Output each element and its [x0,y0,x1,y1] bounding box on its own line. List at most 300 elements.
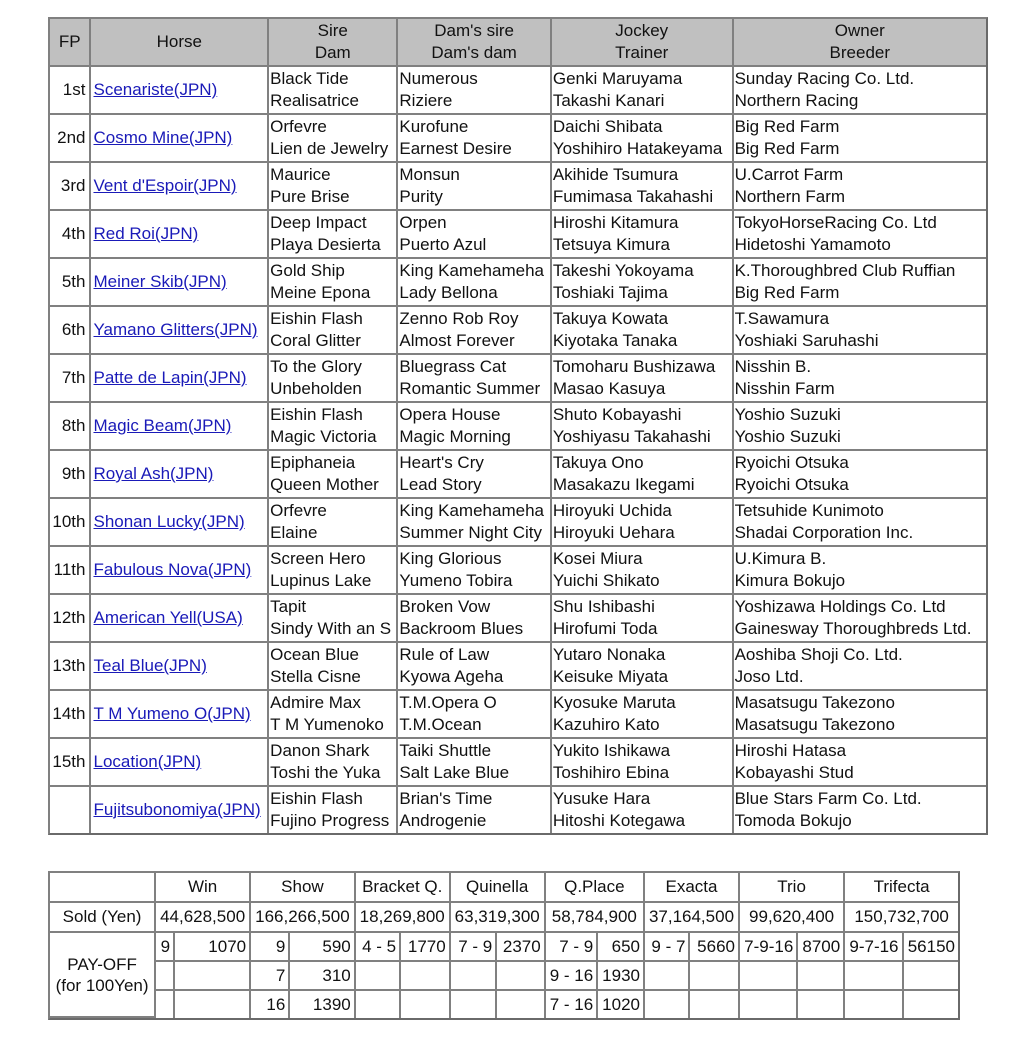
sold-label: Sold (Yen) [50,903,156,933]
finish-position: 8th [50,403,91,451]
payout [904,991,958,1018]
dams-sire-dams-dam-cell [398,307,551,355]
payoff-body [50,873,958,1018]
header-sire-dam [269,19,398,67]
jockey-trainer-cell [552,403,734,451]
breeder: Tomoda Bokujo [734,811,852,830]
owner-breeder-cell [734,787,986,833]
dams-sire-dams-dam-cell [398,211,551,259]
dam: Sindy With an S [270,619,392,638]
sire: Eishin Flash [270,405,363,424]
dams-sire-dams-dam-cell [398,403,551,451]
bet-type-header: Quinella [451,873,546,903]
header-dam-label: Dam [314,43,351,62]
sire-dam-cell [269,595,398,643]
header-owner-breeder [734,19,986,67]
payout: 590 [290,933,355,962]
jockey: Kyosuke Maruta [552,693,676,712]
sold-amount: 44,628,500 [156,903,251,933]
dams-sire-dams-dam-cell [398,163,551,211]
combination [156,991,175,1018]
trainer: Kazuhiro Kato [552,715,660,734]
result-row [50,67,986,115]
header-fp [50,19,91,67]
result-row [50,259,986,307]
payoff-label-sub: (for 100Yen) [55,975,149,995]
owner-breeder-cell [734,595,986,643]
combination: 7-9-16 [740,933,798,962]
owner-breeder-cell [734,403,986,451]
sire-dam-cell [269,163,398,211]
payout [175,962,251,991]
dams-dam: Androgenie [399,811,487,830]
header-fp-label: FP [58,32,81,51]
sire-dam-cell [269,67,398,115]
dam: Fujino Progress [270,811,390,830]
dam: Queen Mother [270,475,379,494]
jockey-trainer-cell [552,163,734,211]
horse-cell [91,355,269,403]
combination: 9 [156,933,175,962]
combination [845,991,903,1018]
owner: Sunday Racing Co. Ltd. [734,69,915,88]
bet-type-header: Bracket Q. [356,873,451,903]
trainer: Takashi Kanari [552,91,665,110]
dams-sire-dams-dam-cell [398,787,551,833]
combination: 7 [251,962,290,991]
dams-dam: Yumeno Tobira [399,571,513,590]
dam: Lien de Jewelry [270,139,389,158]
horse-cell [91,163,269,211]
horse-link[interactable]: Cosmo Mine(JPN) [93,128,233,147]
sire-dam-cell [269,499,398,547]
breeder: Kobayashi Stud [734,763,854,782]
combination: 7 - 9 [546,933,599,962]
dam: Magic Victoria [270,427,377,446]
combination [845,962,903,991]
combination: 9 - 16 [546,962,599,991]
horse-cell [91,787,269,833]
dams-dam: Earnest Desire [399,139,512,158]
jockey-trainer-cell [552,499,734,547]
combination [740,991,798,1018]
owner-breeder-cell [734,499,986,547]
trainer: Toshiaki Tajima [552,283,668,302]
owner: Aoshiba Shoji Co. Ltd. [734,645,903,664]
dams-dam: Almost Forever [399,331,515,350]
payout [690,991,740,1018]
sire: To the Glory [270,357,362,376]
sire-dam-cell [269,115,398,163]
dam: Unbeholden [270,379,362,398]
dams-sire: Monsun [399,165,460,184]
horse-link[interactable]: Meiner Skib(JPN) [93,272,227,291]
finish-position: 11th [50,547,91,595]
jockey: Yukito Ishikawa [552,741,671,760]
trainer: Kiyotaka Tanaka [552,331,678,350]
owner: T.Sawamura [734,309,830,328]
dam: Playa Desierta [270,235,381,254]
owner-breeder-cell [734,259,986,307]
owner: K.Thoroughbred Club Ruffian [734,261,956,280]
horse-link[interactable]: Shonan Lucky(JPN) [93,512,245,531]
sire-dam-cell [269,643,398,691]
dams-sire: Rule of Law [399,645,490,664]
horse-link[interactable]: Scenariste(JPN) [93,80,218,99]
horse-link[interactable]: American Yell(USA) [93,608,243,627]
dams-sire: Opera House [399,405,501,424]
jockey-trainer-cell [552,691,734,739]
dams-sire: Numerous [399,69,478,88]
sold-amount: 166,266,500 [251,903,356,933]
breeder: Big Red Farm [734,283,840,302]
sire: Eishin Flash [270,309,363,328]
jockey: Genki Maruyama [552,69,683,88]
horse-cell [91,547,269,595]
sire: Epiphaneia [270,453,356,472]
combination: 9-7-16 [845,933,903,962]
jockey: Akihide Tsumura [552,165,679,184]
dams-sire: Orpen [399,213,447,232]
dams-dam: Lady Bellona [399,283,498,302]
owner-breeder-cell [734,547,986,595]
breeder: Joso Ltd. [734,667,804,686]
sire-dam-cell [269,211,398,259]
result-row [50,739,986,787]
payout [497,991,545,1018]
trainer: Tetsuya Kimura [552,235,671,254]
finish-position: 10th [50,499,91,547]
dams-sire-dams-dam-cell [398,115,551,163]
result-row [50,451,986,499]
sire-dam-cell [269,691,398,739]
horse-link[interactable]: Patte de Lapin(JPN) [93,368,247,387]
header-trainer-label: Trainer [615,43,669,62]
owner-breeder-cell [734,739,986,787]
owner: U.Kimura B. [734,549,827,568]
horse-link[interactable]: Red Roi(JPN) [93,224,199,243]
dams-dam: Puerto Azul [399,235,487,254]
dams-dam: Summer Night City [399,523,543,542]
sire: Ocean Blue [270,645,360,664]
finish-position: 15th [50,739,91,787]
horse-cell [91,691,269,739]
bet-type-header: Trifecta [845,873,958,903]
jockey: Takuya Kowata [552,309,669,328]
dam: Stella Cisne [270,667,361,686]
payoff-header-row [50,873,958,903]
payoff-table [48,871,960,1020]
owner-breeder-cell [734,67,986,115]
dams-sire: Bluegrass Cat [399,357,507,376]
payout [690,962,740,991]
jockey: Tomoharu Bushizawa [552,357,716,376]
payout: 1070 [175,933,251,962]
dam: Lupinus Lake [270,571,372,590]
sire: Admire Max [270,693,361,712]
owner: TokyoHorseRacing Co. Ltd [734,213,937,232]
payout [497,962,545,991]
combination: 9 - 7 [645,933,690,962]
jockey-trainer-cell [552,643,734,691]
jockey-trainer-cell [552,739,734,787]
jockey-trainer-cell [552,307,734,355]
trainer: Hirofumi Toda [552,619,658,638]
owner-breeder-cell [734,163,986,211]
owner: U.Carrot Farm [734,165,844,184]
combination [451,991,498,1018]
finish-position: 7th [50,355,91,403]
trainer: Yoshiyasu Takahashi [552,427,711,446]
result-row [50,211,986,259]
dams-sire-dams-dam-cell [398,643,551,691]
header-dams-dam-label: Dam's dam [431,43,517,62]
payout: 650 [598,933,645,962]
dams-sire: Kurofune [399,117,469,136]
sold-amount: 150,732,700 [845,903,958,933]
jockey-trainer-cell [552,115,734,163]
jockey-trainer-cell [552,259,734,307]
horse-link[interactable]: Teal Blue(JPN) [93,656,207,675]
jockey: Daichi Shibata [552,117,663,136]
breeder: Gainesway Thoroughbreds Ltd. [734,619,972,638]
jockey-trainer-cell [552,547,734,595]
jockey: Hiroyuki Uchida [552,501,672,520]
breeder: Shadai Corporation Inc. [734,523,914,542]
horse-cell [91,307,269,355]
dams-sire-dams-dam-cell [398,451,551,499]
finish-position [50,787,91,833]
jockey: Kosei Miura [552,549,643,568]
payoff-label-main: PAY-OFF [67,954,137,974]
sold-amount: 37,164,500 [645,903,740,933]
jockey: Shuto Kobayashi [552,405,682,424]
dams-dam: Kyowa Ageha [399,667,504,686]
header-horse [91,19,269,67]
payout: 8700 [798,933,845,962]
combination [156,962,175,991]
sire: Eishin Flash [270,789,363,808]
owner: Hiroshi Hatasa [734,741,847,760]
horse-cell [91,451,269,499]
combination [645,991,690,1018]
jockey-trainer-cell [552,211,734,259]
payout: 1020 [598,991,645,1018]
result-row [50,115,986,163]
horse-link[interactable]: Fujitsubonomiya(JPN) [93,800,261,819]
breeder: Ryoichi Otsuka [734,475,849,494]
sold-amount: 58,784,900 [546,903,645,933]
dams-sire: King Glorious [399,549,502,568]
horse-cell [91,211,269,259]
result-row [50,595,986,643]
sire-dam-cell [269,259,398,307]
sire: Deep Impact [270,213,367,232]
result-row [50,643,986,691]
sold-amount: 99,620,400 [740,903,845,933]
combination [451,962,498,991]
result-row [50,307,986,355]
sire: Tapit [270,597,307,616]
horse-cell [91,115,269,163]
jockey: Yusuke Hara [552,789,651,808]
sold-amount: 18,269,800 [356,903,451,933]
finish-position: 1st [50,67,91,115]
dams-dam: Backroom Blues [399,619,524,638]
horse-link[interactable]: Magic Beam(JPN) [93,416,232,435]
header-jockey-label: Jockey [615,21,669,40]
payout [798,962,845,991]
jockey-trainer-cell [552,595,734,643]
owner-breeder-cell [734,691,986,739]
horse-link[interactable]: Fabulous Nova(JPN) [93,560,252,579]
dams-dam: Salt Lake Blue [399,763,510,782]
jockey: Takeshi Yokoyama [552,261,694,280]
sire: Danon Shark [270,741,370,760]
finish-position: 4th [50,211,91,259]
sire-dam-cell [269,547,398,595]
dams-dam: T.M.Ocean [399,715,482,734]
horse-cell [91,259,269,307]
combination [356,991,401,1018]
sire-dam-cell [269,355,398,403]
payout: 2370 [497,933,545,962]
header-breeder-label: Breeder [829,43,891,62]
payoff-row [50,962,958,991]
breeder: Masatsugu Takezono [734,715,895,734]
finish-position: 6th [50,307,91,355]
combination: 16 [251,991,290,1018]
dams-sire: King Kamehameha [399,501,544,520]
bet-type-header: Exacta [645,873,740,903]
sire: Maurice [270,165,331,184]
payout [401,991,451,1018]
breeder: Kimura Bokujo [734,571,846,590]
horse-link[interactable]: T M Yumeno O(JPN) [93,704,251,723]
dams-sire: Heart's Cry [399,453,484,472]
breeder: Nisshin Farm [734,379,835,398]
payoff-row [50,991,958,1018]
dam: Elaine [270,523,318,542]
owner: Yoshizawa Holdings Co. Ltd [734,597,946,616]
dams-dam: Magic Morning [399,427,511,446]
sire: Screen Hero [270,549,366,568]
dams-sire: Broken Vow [399,597,491,616]
breeder: Yoshiaki Saruhashi [734,331,879,350]
breeder: Big Red Farm [734,139,840,158]
jockey: Takuya Ono [552,453,644,472]
owner-breeder-cell [734,211,986,259]
horse-cell [91,739,269,787]
combination: 7 - 9 [451,933,498,962]
trainer: Masakazu Ikegami [552,475,695,494]
dam: Toshi the Yuka [270,763,381,782]
sire-dam-cell [269,403,398,451]
payoff-row [50,933,958,962]
payout: 310 [290,962,355,991]
sire: Orfevre [270,501,327,520]
payoff-corner [50,873,156,903]
sold-amount: 63,319,300 [451,903,546,933]
sire: Black Tide [270,69,349,88]
sire-dam-cell [269,739,398,787]
result-row [50,547,986,595]
header-dams-sire-label: Dam's sire [434,21,514,40]
sold-row [50,903,958,933]
bet-type-header: Trio [740,873,845,903]
header-sire-label: Sire [317,21,348,40]
combination: 7 - 16 [546,991,599,1018]
dams-sire-dams-dam-cell [398,595,551,643]
dams-sire: Zenno Rob Roy [399,309,519,328]
payout: 1770 [401,933,451,962]
bet-type-header: Win [156,873,251,903]
sire-dam-cell [269,787,398,833]
payout: 5660 [690,933,740,962]
dams-sire-dams-dam-cell [398,499,551,547]
jockey-trainer-cell [552,787,734,833]
payout [175,991,251,1018]
dams-dam: Purity [399,187,443,206]
owner: Blue Stars Farm Co. Ltd. [734,789,922,808]
finish-position: 12th [50,595,91,643]
result-row [50,787,986,833]
horse-link[interactable]: Vent d'Espoir(JPN) [93,176,237,195]
finish-position: 9th [50,451,91,499]
result-row [50,499,986,547]
dam: Pure Brise [270,187,350,206]
breeder: Northern Racing [734,91,859,110]
dams-sire-dams-dam-cell [398,259,551,307]
sire: Gold Ship [270,261,345,280]
combination: 9 [251,933,290,962]
horse-link[interactable]: Yamano Glitters(JPN) [93,320,258,339]
dam: Meine Epona [270,283,371,302]
result-row [50,403,986,451]
jockey-trainer-cell [552,355,734,403]
header-dams-sire-dams-dam [398,19,551,67]
dams-dam: Lead Story [399,475,482,494]
trainer: Keisuke Miyata [552,667,669,686]
horse-cell [91,643,269,691]
trainer: Toshihiro Ebina [552,763,670,782]
horse-link[interactable]: Royal Ash(JPN) [93,464,214,483]
owner: Masatsugu Takezono [734,693,895,712]
dams-sire-dams-dam-cell [398,547,551,595]
dam: Coral Glitter [270,331,361,350]
combination [356,962,401,991]
horse-cell [91,403,269,451]
finish-position: 5th [50,259,91,307]
dams-dam: Romantic Summer [399,379,541,398]
trainer: Yuichi Shikato [552,571,660,590]
header-owner-label: Owner [834,21,885,40]
owner: Tetsuhide Kunimoto [734,501,884,520]
horse-link[interactable]: Location(JPN) [93,752,202,771]
bet-type-header: Show [251,873,356,903]
trainer: Masao Kasuya [552,379,666,398]
payout [401,962,451,991]
race-results-table [48,17,988,835]
payout [904,962,958,991]
finish-position: 2nd [50,115,91,163]
sire-dam-cell [269,307,398,355]
jockey-trainer-cell [552,67,734,115]
owner-breeder-cell [734,451,986,499]
jockey: Hiroshi Kitamura [552,213,679,232]
owner: Yoshio Suzuki [734,405,841,424]
results-body [50,67,986,833]
